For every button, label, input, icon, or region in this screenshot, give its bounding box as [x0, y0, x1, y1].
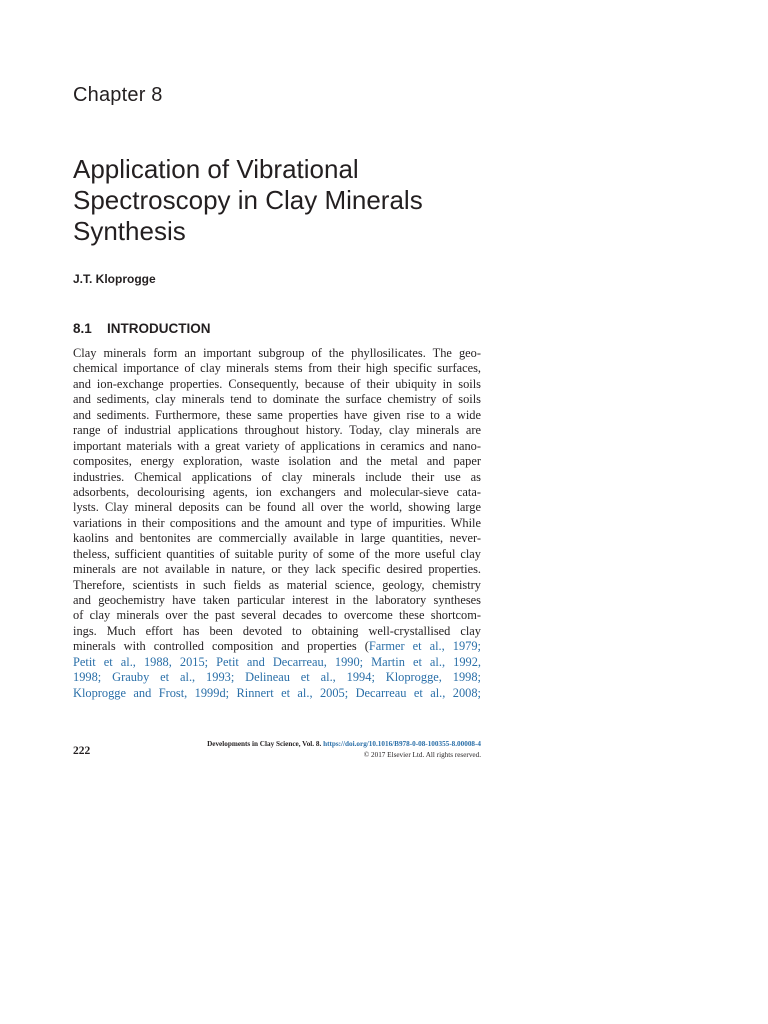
doi-link[interactable]: https://doi.org/10.1016/B978-0-08-100355-8.00008-4 — [323, 740, 481, 748]
body-line: adsorbents, decolourising agents, ion exchangers and molecular-sieve cata- — [73, 484, 481, 499]
body-line: range of industrial applications throughout history. Today, clay minerals are — [73, 423, 481, 438]
citation-link[interactable]: Petit et al., 1988, 2015; Petit and Decarreau, 1990; Martin et al., 1992, — [73, 654, 481, 669]
section-title: INTRODUCTION — [107, 321, 211, 336]
body-line-text: minerals with controlled composition and properties ( — [73, 639, 369, 654]
chapter-title-line: Synthesis — [73, 216, 186, 246]
body-line: minerals are not available in nature, or they lack specific desired properties. — [73, 562, 481, 577]
citation-link[interactable]: Kloprogge and Frost, 1999d; Rinnert et al., 2005; Decarreau et al., 2008; — [73, 685, 481, 700]
body-line: chemical importance of clay minerals stems from their high specific surfaces, — [73, 361, 481, 376]
body-line: industries. Chemical applications of clay minerals include their use as — [73, 469, 481, 484]
chapter-title-line: Spectroscopy in Clay Minerals — [73, 185, 423, 215]
chapter-title-line: Application of Vibrational — [73, 154, 359, 184]
body-line: theless, sufficient quantities of suitable purity of some of the more useful clay — [73, 546, 481, 561]
body-line: and sediments, clay minerals tend to dominate the surface chemistry of soils — [73, 392, 481, 407]
body-line: variations in their compositions and the amount and type of impurities. While — [73, 515, 481, 530]
body-line — [73, 639, 481, 654]
body-line: important materials with a great variety of applications in ceramics and nano- — [73, 438, 481, 453]
author-name: J.T. Kloprogge — [73, 272, 156, 286]
body-line: and geochemistry have taken particular interest in the laboratory syntheses — [73, 593, 481, 607]
journal-name: Developments in Clay Science, Vol. 8. — [207, 740, 322, 748]
body-line: lysts. Clay mineral deposits can be found all over the world, showing large — [73, 500, 481, 515]
copyright-notice: © 2017 Elsevier Ltd. All rights reserved. — [363, 751, 481, 759]
body-line: and ion-exchange properties. Consequently, because of their ubiquity in soils — [73, 376, 481, 391]
body-paragraph — [73, 346, 481, 701]
body-line: ings. Much effort has been devoted to obtaining well-crystallised clay — [73, 623, 481, 638]
citation-link[interactable]: Farmer et al., 1979; — [368, 639, 481, 654]
body-line: of clay minerals over the past several decades to overcome these shortcom- — [73, 608, 481, 623]
body-line: and sediments. Furthermore, these same properties have given rise to a wide — [73, 407, 481, 422]
body-line: Clay minerals form an important subgroup of the phyllosilicates. The geo- — [73, 346, 481, 360]
citation-link[interactable]: 1998; Grauby et al., 1993; Delineau et al., 1994; Kloprogge, 1998; — [73, 670, 481, 685]
chapter-label: Chapter 8 — [73, 84, 163, 106]
section-heading — [73, 321, 211, 336]
section-number: 8.1 — [73, 321, 92, 336]
chapter-title — [73, 154, 633, 247]
body-line: Therefore, scientists in such fields as material science, geology, chemistry — [73, 577, 481, 592]
page-number: 222 — [73, 745, 91, 757]
body-line: kaolins and bentonites are commercially available in large quantities, never- — [73, 531, 481, 546]
footer-source — [207, 740, 481, 748]
body-line: composites, energy exploration, waste isolation and the metal and paper — [73, 454, 481, 469]
